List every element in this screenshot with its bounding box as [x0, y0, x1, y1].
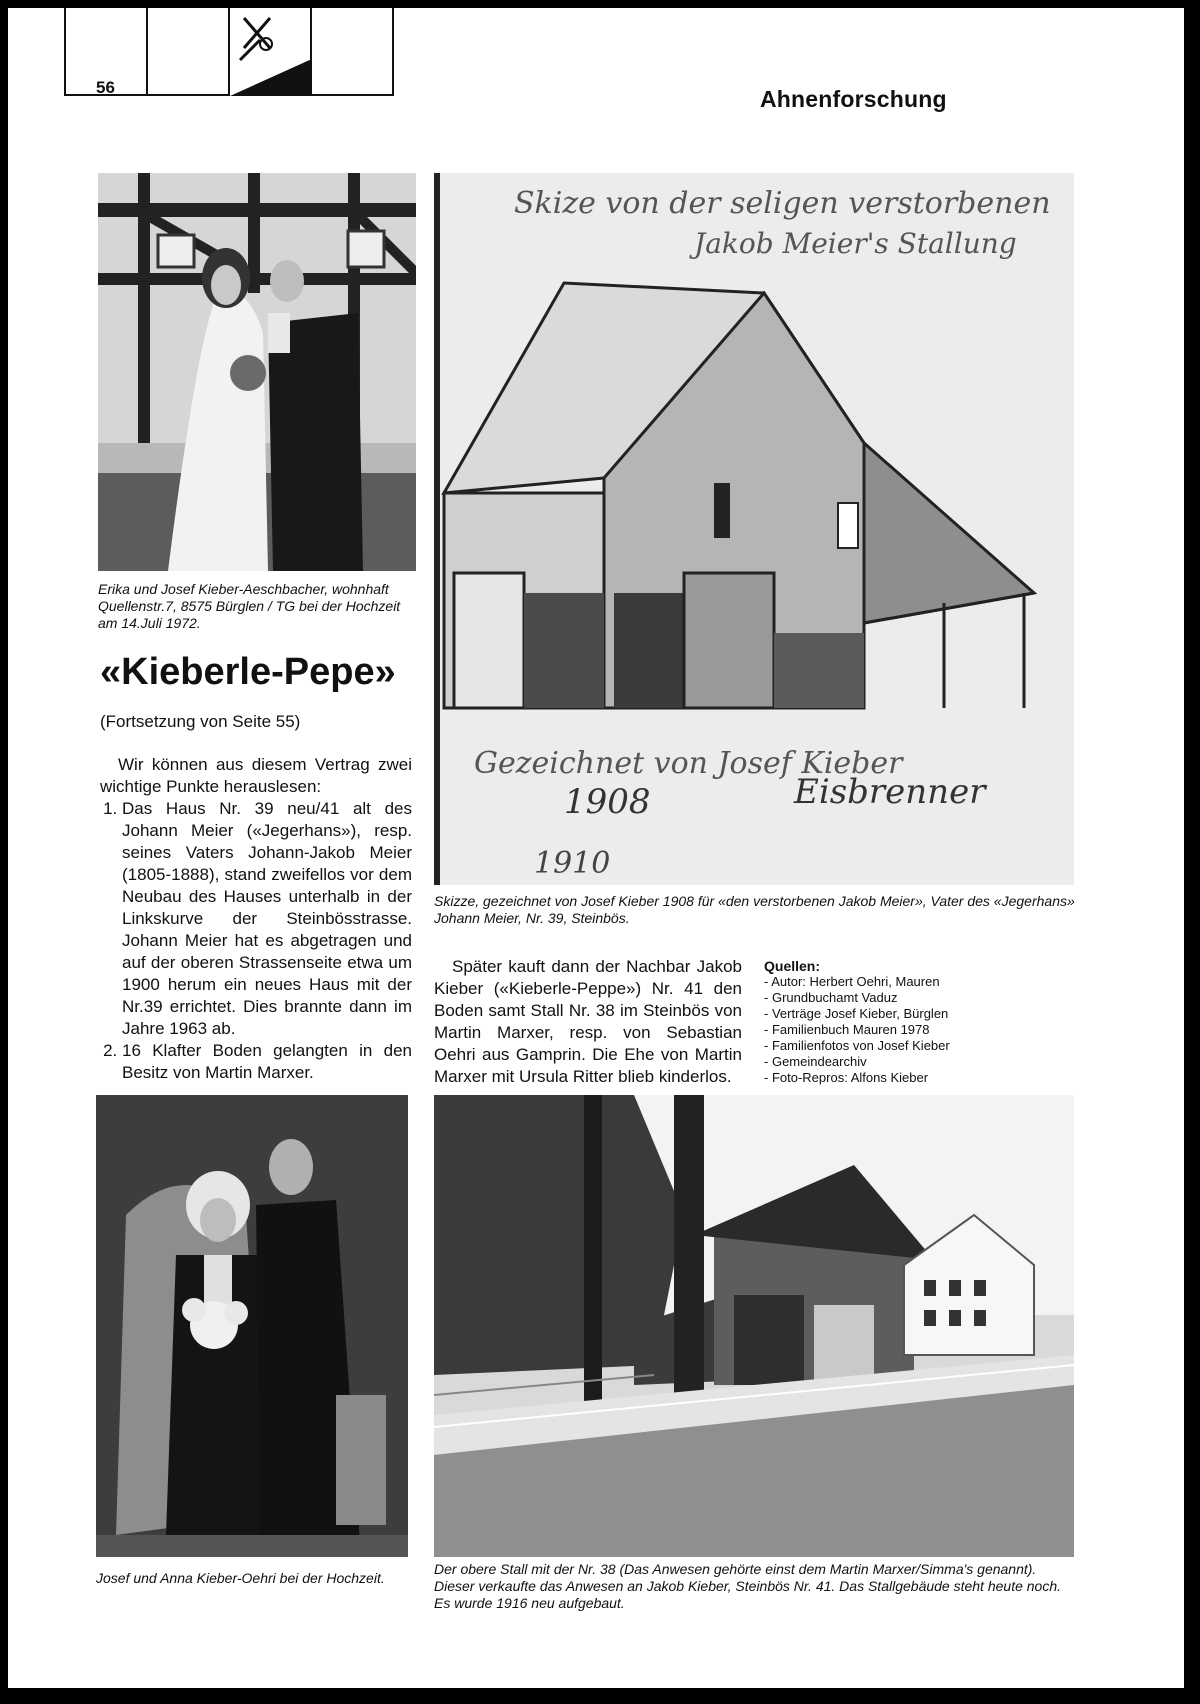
sources-title: Quellen: [764, 958, 821, 974]
source-item: - Grundbuchamt Vaduz [764, 990, 1004, 1006]
source-item: - Foto-Repros: Alfons Kieber [764, 1070, 1004, 1086]
svg-text:Jakob Meier's Stallung: Jakob Meier's Stallung [694, 227, 1017, 260]
source-item: - Verträge Josef Kieber, Bürglen [764, 1006, 1004, 1022]
svg-text:Skize von der seligen verstorb: Skize von der seligen verstorbenen [514, 186, 1051, 221]
sketch-1908 [434, 173, 1074, 885]
page [8, 8, 1184, 1688]
source-item: - Autor: Herbert Oehri, Mauren [764, 974, 1004, 990]
point-2: 2. 16 Klafter Boden gelangten in den Besitz von Martin Marxer. [122, 1040, 412, 1084]
sources-list [764, 974, 1004, 1086]
source-item: - Familienbuch Mauren 1978 [764, 1022, 1004, 1038]
caption-wedding-old: Josef und Anna Kieber-Oehri bei der Hochzeit. [96, 1570, 385, 1586]
section-title: Ahnenforschung [760, 86, 947, 112]
point-1: 1. Das Haus Nr. 39 neu/41 alt des Johann Meier («Jegerhans»), resp. seines Vaters Johann-Jakob Meier (1805-1888), stand zweifellos vor dem Neubau des Hauses unterhalb in der Linkskurve der Steinbösstrasse. Johann Meier hat es abgetragen und auf der oberen Strassenseite etwa um 1900 herum ein neues Haus mit der Nr.39 errichtet. Dies brannte dann im Jahre 1963 ab. [122, 798, 412, 1040]
article-subtitle: (Fortsetzung von Seite 55) [100, 712, 301, 731]
intro-paragraph: Wir können aus diesem Vertrag zwei wichtige Punkte herauslesen: [100, 755, 412, 796]
svg-text:Gezeichnet von Josef Kieber: Gezeichnet von Josef Kieber [474, 746, 903, 781]
caption-wedding-1972: Erika und Josef Kieber-Aeschbacher, wohnhaft Quellenstr.7, 8575 Bürglen / TG bei der Hochzeit am 14.Juli 1972. [98, 581, 401, 631]
article-column-middle [434, 956, 742, 1088]
points-list [100, 798, 412, 1084]
photo-wedding-1972 [98, 173, 416, 571]
crest-box [228, 8, 312, 96]
svg-text:1908: 1908 [564, 782, 651, 822]
crest-icon [230, 8, 314, 96]
svg-text:Eisbrenner: Eisbrenner [794, 772, 986, 812]
page-number: 56 [96, 78, 115, 97]
article-column-left [100, 754, 412, 1084]
svg-text:1910: 1910 [534, 846, 611, 881]
photo-stable [434, 1095, 1074, 1557]
later-paragraph: Später kauft dann der Nachbar Jakob Kieber («Kieberle-Peppe») Nr. 41 den Boden samt Stall Nr. 38 im Steinbös von Martin Marxer, resp. von Sebastian Oehri aus Gamprin. Die Ehe von Martin Marxer mit Ursula Ritter blieb kinderlos. [434, 957, 742, 1086]
source-item: - Familienfotos von Josef Kieber [764, 1038, 1004, 1054]
photo-wedding-old [96, 1095, 408, 1557]
article-headline: «Kieberle-Pepe» [100, 651, 396, 693]
header-boxes [8, 8, 410, 96]
sources-block [764, 958, 1004, 1086]
source-item: - Gemeindearchiv [764, 1054, 1004, 1070]
caption-stable: Der obere Stall mit der Nr. 38 (Das Anwesen gehörte einst dem Martin Marxer/Simma's genannt). Dieser verkaufte das Anwesen an Jakob Kieber, Steinbös Nr. 41. Das Stallgebäude steht heute noch. Es wurde 1916 neu aufgebaut. [434, 1561, 1062, 1611]
caption-sketch-1908: Skizze, gezeichnet von Josef Kieber 1908 für «den verstorbenen Jakob Meier», Vater des «Jegerhans» Johann Meier, Nr. 39, Steinbös. [434, 893, 1075, 926]
